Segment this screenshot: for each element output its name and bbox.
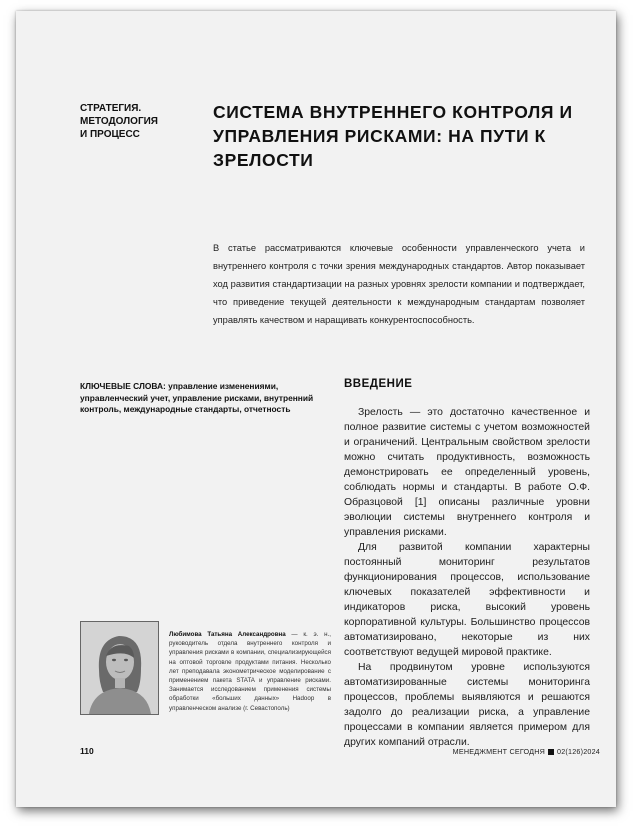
magazine-name: МЕНЕДЖМЕНТ СЕГОДНЯ [452, 747, 546, 756]
section-tag-line-1: СТРАТЕГИЯ. [80, 103, 142, 114]
magazine-page [16, 11, 616, 807]
keywords: КЛЮЧЕВЫЕ СЛОВА: управление изменениями, управленческий учет, управление рисками, внутренний контроль, международные стандарты, отчетность [80, 381, 314, 414]
intro-paragraph-2: Для развитой компании характерны постоянный мониторинг результатов функционирования процессов, использование ключевых показателей эффективности и индикаторов риска, высокий уровень корпоративной культуры. Большинство процессов автоматизировано, некоторые из них соответствуют ведущей мировой практике. [344, 542, 590, 658]
section-tag [80, 102, 200, 141]
intro-body [344, 405, 590, 750]
author-portrait-icon [81, 622, 158, 714]
intro-paragraph-1: Зрелость — это достаточно качественное и полное развитие системы с учетом возможностей и ограничений. Центральным свойством зрелости можно считать продуктивность, возможность демонстрировать ее определенный уровень, соблюдать нормы и стандарты. В работе О.Ф. Образцовой [1] описаны различные уровни эволюции системы внутреннего контроля и управления рисками. [344, 407, 590, 538]
section-tag-line-3: И ПРОЦЕСС [80, 129, 140, 140]
intro-paragraph-3: На продвинутом уровне используются автоматизированные системы мониторинга процессов, проблемы выявляются и решаются задолго до реализации риска, а управление процессами в компании является примером для других компаний отрасли. [344, 662, 590, 748]
author-bio [169, 630, 331, 713]
square-separator-icon [548, 749, 554, 755]
page-number: 110 [80, 746, 94, 756]
author-photo [80, 621, 159, 715]
intro-heading: ВВЕДЕНИЕ [344, 378, 413, 390]
author-description: — к. э. н., руководитель отдела внутреннего контроля и управления рисками в компании, специализирующейся на оптовой торговле продуктами питания. Несколько лет преподавала эконометрическое моделирование с применением пакета STATA и управление рисками. Занимается исследованием применения системы обработки «больших данных» Hadoop в управленческом анализе (г. Севастополь) [169, 631, 331, 712]
article-abstract: В статье рассматриваются ключевые особенности управленческого учета и внутреннего контроля с точки зрения международных стандартов. Автор показывает ход развития стандартизации на разных уровнях зрелости компании и подтверждает, что приведение текущей деятельности к международным стандартам позволяет управлять качеством и наращивать конкурентоспособность. [213, 243, 585, 325]
author-name: Любимова Татьяна Александровна [169, 631, 286, 638]
section-tag-line-2: МЕТОДОЛОГИЯ [80, 116, 158, 127]
footer-magazine [453, 747, 600, 756]
article-title: СИСТЕМА ВНУТРЕННЕГО КОНТРОЛЯ И УПРАВЛЕНИЯ РИСКАМИ: НА ПУТИ К ЗРЕЛОСТИ [213, 102, 573, 170]
issue-number: 02(126)2024 [557, 747, 600, 756]
